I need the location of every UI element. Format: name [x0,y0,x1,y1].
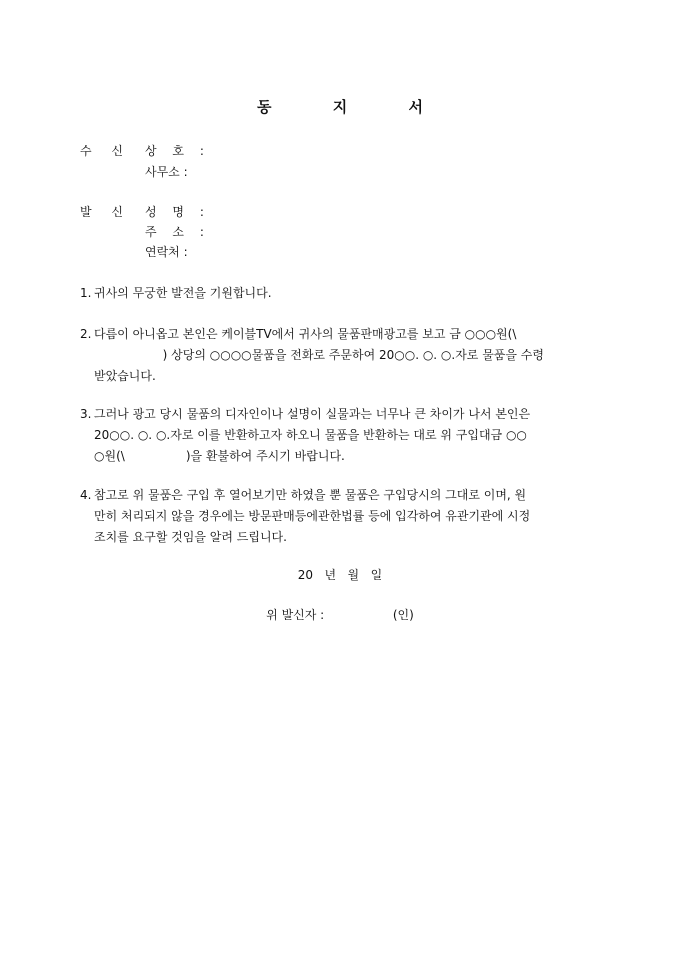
paragraph-line: ) 상당의 ○○○○물품을 전화로 주문하여 20○○. ○. ○.자로 물품을 수령 [94,348,544,362]
recipient-company-label: 상 호 : [145,144,210,158]
paragraph-number: 4. [80,488,92,502]
paragraph-text: 다름이 아니옵고 본인은 케이블TV에서 귀사의 물품판매광고를 보고 금 ○○○원(\ [94,327,517,341]
paragraph-text: 참고로 위 물품은 구입 후 열어보기만 하였을 뿐 물품은 구입당시의 그대로 이며, 원 [94,488,527,502]
recipient-office-label: 사무소 : [145,165,188,179]
sender-label: 발 신 [80,205,131,219]
signature-line: 위 발신자 : (인) [266,608,414,622]
paragraph-line [80,283,600,304]
paragraph-text: 귀사의 무궁한 발전을 기원합니다. [94,286,272,300]
paragraph-number: 1. [80,286,92,300]
document-title: 동 지 서 [257,98,451,116]
paragraph-2 [80,324,600,387]
paragraph-line: ○원(\ )을 환불하여 주시기 바랍니다. [94,449,345,463]
paragraph-line [80,404,600,425]
paragraph-line: 조치를 요구할 것임을 알려 드립니다. [94,530,287,544]
paragraph-line: 만히 처리되지 않을 경우에는 방문판매등에관한법률 등에 입각하여 유관기관에 시정 [94,509,531,523]
sender-address-label: 주 소 : [145,225,210,239]
paragraph-line: 20○○. ○. ○.자로 이를 반환하고자 하오니 물품을 반환하는 대로 위 구입대금 ○○ [94,428,527,442]
paragraph-3 [80,404,600,467]
paragraph-line [80,485,600,506]
paragraph-4 [80,485,600,548]
paragraph-1 [80,283,600,304]
paragraph-line: 받았습니다. [94,369,156,383]
paragraph-line [80,324,600,345]
paragraph-text: 그러나 광고 당시 물품의 디자인이나 설명이 실물과는 너무나 큰 차이가 나서 본인은 [94,407,531,421]
paragraph-number: 3. [80,407,92,421]
recipient-label: 수 신 [80,144,131,158]
sender-name-label: 성 명 : [145,205,210,219]
paragraph-number: 2. [80,327,92,341]
date-line: 20 년 월 일 [297,568,383,582]
sender-contact-label: 연락처 : [145,245,188,259]
